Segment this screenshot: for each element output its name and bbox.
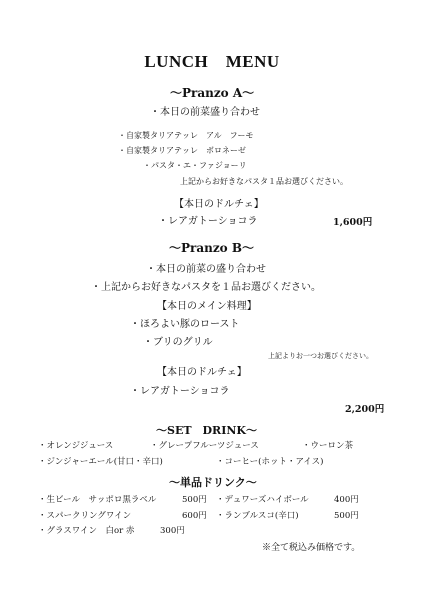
single-drink-price: 400円 [334,495,359,505]
pranzo-b-main-1: ・ほろよい豚のロースト [130,319,240,330]
single-drink-price: 500円 [182,495,207,505]
pranzo-a-pasta-1: ・自家製タリアテッレ アル フーモ [118,131,254,140]
single-drink-name: ・デュワーズハイボール [216,495,309,505]
pranzo-a-pasta-note: 上記からお好きなパスタ１品お選びください。 [180,177,348,186]
single-drink-name: ・スパークリングワイン [38,511,132,521]
pranzo-b-pasta: ・上記からお好きなパスタを１品お選びください。 [91,282,321,293]
pranzo-b-dolce: ・レアガトーショコラ [130,386,230,397]
single-drinks-heading: ～単品ドリンク～ [169,476,257,489]
pranzo-a-dolce: ・レアガトーショコラ [158,216,258,227]
pranzo-a-dolce-header: 【本日のドルチェ】 [174,199,264,210]
single-drink-name: ・ランブルスコ(辛口) [216,511,299,521]
single-drink-name: ・グラスワイン 白or 赤 [38,526,135,536]
single-drink-price: 600円 [182,511,207,521]
pranzo-b-starter: ・本日の前菜の盛り合わせ [146,264,266,275]
pranzo-b-price: 2,200円 [345,404,385,415]
pranzo-a-pasta-3: ・パスタ・エ・ファジョーリ [143,161,247,170]
set-drink-heading: ～SET DRINK～ [156,424,257,437]
set-drink-item: ・グレープフルーツジュース [150,441,259,451]
pranzo-a-price: 1,600円 [333,217,373,228]
set-drink-item: ・オレンジジュース [38,441,114,451]
pranzo-a-pasta-2: ・自家製タリアテッレ ボロネーゼ [118,146,246,155]
set-drink-item: ・コーヒー(ホット・アイス) [216,457,324,467]
pranzo-b-main-2: ・ブリのグリル [143,337,213,348]
set-drink-item: ・ウーロン茶 [302,441,354,451]
single-drink-price: 300円 [160,526,185,536]
pranzo-b-dolce-header: 【本日のドルチェ】 [157,367,247,378]
single-drink-name: ・生ビール サッポロ黒ラベル [38,495,157,505]
pranzo-a-heading: ～Pranzo A～ [170,86,255,100]
tax-included-note: ※全て税込み価格です。 [262,543,361,553]
pranzo-b-heading: ～Pranzo B～ [169,241,254,255]
pranzo-b-main-note: 上記よりお一つお選びください。 [268,352,373,360]
menu-title: LUNCH MENU [144,52,280,71]
pranzo-b-main-header: 【本日のメイン料理】 [157,301,257,312]
single-drink-price: 500円 [334,511,359,521]
set-drink-item: ・ジンジャーエール(甘口・辛口) [38,457,163,467]
pranzo-a-starter: ・本日の前菜盛り合わせ [150,107,260,118]
